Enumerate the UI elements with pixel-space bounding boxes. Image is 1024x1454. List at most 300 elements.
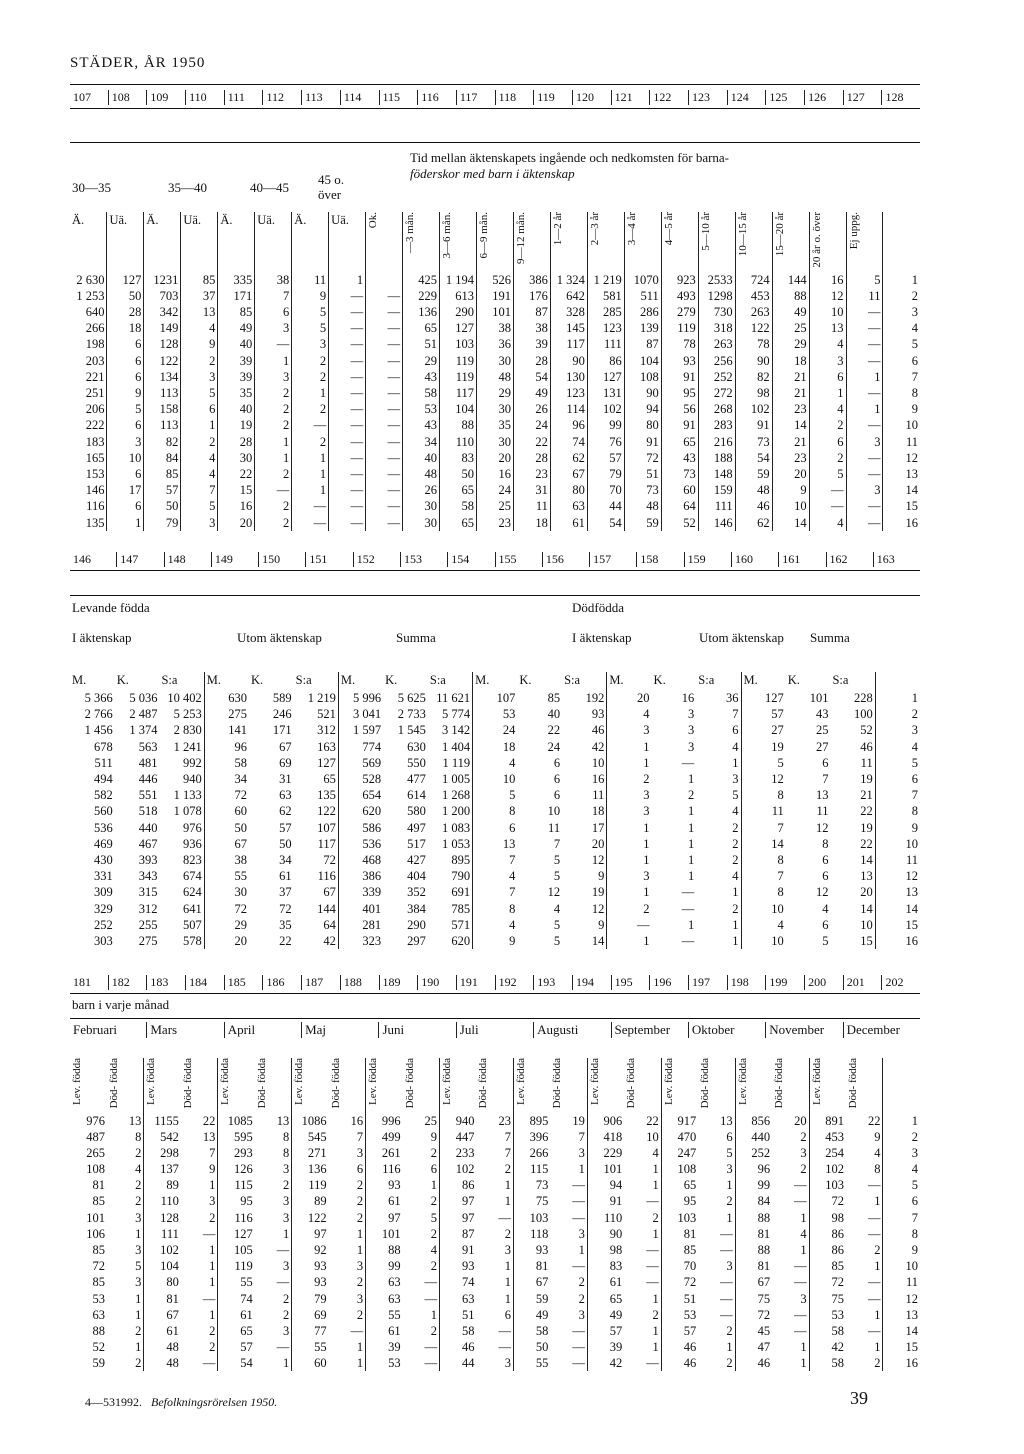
table-cell: 86 bbox=[587, 353, 624, 369]
column-label bbox=[218, 212, 255, 272]
table-cell: 171 bbox=[272, 723, 292, 738]
table-cell: 134 bbox=[144, 369, 181, 385]
table-cell: 14 bbox=[772, 417, 809, 433]
table-cell: 106 bbox=[86, 1226, 105, 1241]
table-cell: 2 bbox=[329, 1307, 366, 1323]
column-label bbox=[661, 212, 698, 272]
table-row bbox=[70, 450, 920, 466]
column-label-text: 5—10 år bbox=[699, 212, 712, 251]
table-cell: 123 bbox=[587, 320, 624, 336]
column-label bbox=[218, 1058, 255, 1112]
table-cell: 2 bbox=[255, 514, 292, 530]
table-cell: 58 bbox=[234, 755, 247, 770]
table-cell: — bbox=[809, 498, 846, 514]
table-cell: 22 bbox=[279, 933, 292, 948]
table-row bbox=[70, 1210, 920, 1226]
table-cell: 165 bbox=[70, 450, 107, 466]
column-label-text: M. bbox=[609, 673, 624, 687]
column-number: 126 bbox=[804, 90, 843, 105]
table-cell: 20 bbox=[562, 836, 607, 852]
table-cell: 93 bbox=[461, 1259, 475, 1274]
column-label-text: 6—9 mån. bbox=[477, 212, 490, 259]
table-cell: 48 bbox=[476, 369, 513, 385]
table-cell: 401 bbox=[362, 901, 382, 916]
table-cell: 560 bbox=[93, 804, 113, 819]
table-cell: 3 bbox=[476, 1355, 513, 1371]
table-cell: 20 bbox=[830, 884, 875, 900]
row-number: 10 bbox=[905, 418, 918, 433]
table-cell: 42 bbox=[562, 739, 607, 755]
table-row bbox=[70, 514, 920, 530]
table-cell: 5 bbox=[181, 385, 218, 401]
table-cell: 46 bbox=[683, 1340, 697, 1355]
table-cell: 589 bbox=[272, 691, 292, 706]
table-cell: 117 bbox=[294, 836, 339, 852]
row-number: 12 bbox=[905, 450, 918, 465]
table-cell: 551 bbox=[138, 788, 158, 803]
table-cell: 6 bbox=[476, 1307, 513, 1323]
table-cell: 440 bbox=[751, 1129, 771, 1144]
column-label-text: Död- födda bbox=[625, 1058, 638, 1109]
table-cell: 115 bbox=[530, 1162, 549, 1177]
table-cell: 5 bbox=[698, 1145, 735, 1161]
table-cell: — bbox=[403, 1290, 440, 1306]
table-cell: 290 bbox=[440, 304, 477, 320]
rule bbox=[70, 1018, 920, 1019]
column-label bbox=[550, 1058, 587, 1112]
table-cell: 206 bbox=[70, 401, 107, 417]
table-cell: 79 bbox=[587, 466, 624, 482]
month-caption: barn i varje månad bbox=[72, 997, 170, 1012]
table-cell: — bbox=[366, 336, 403, 352]
table-cell: 703 bbox=[144, 288, 181, 304]
table-cell: 116 bbox=[234, 1210, 253, 1225]
table-cell: 1 bbox=[698, 1210, 735, 1226]
table-cell: 2 bbox=[255, 417, 292, 433]
table-cell: — bbox=[846, 417, 883, 433]
table-cell bbox=[366, 272, 403, 288]
table-cell: 103 bbox=[825, 1178, 845, 1193]
table-cell: 4 bbox=[403, 1242, 440, 1258]
table-cell: 2 bbox=[107, 1177, 144, 1193]
table-cell: 261 bbox=[381, 1145, 401, 1160]
column-number: 194 bbox=[572, 975, 611, 990]
table-cell: 88 bbox=[757, 1210, 771, 1225]
table-cell: 8 bbox=[846, 1161, 883, 1177]
table-cell: 1 bbox=[772, 1355, 809, 1371]
table-cell: 108 bbox=[677, 1162, 697, 1177]
table-cell: — bbox=[403, 1339, 440, 1355]
table-cell: 19 bbox=[550, 1112, 587, 1128]
table-cell: — bbox=[329, 1323, 366, 1339]
table-cell: — bbox=[329, 304, 366, 320]
table-cell: 2 bbox=[255, 498, 292, 514]
table-cell: 7 bbox=[696, 706, 741, 722]
table-cell: 27 bbox=[771, 723, 784, 738]
column-label-text: M. bbox=[72, 673, 87, 687]
table-cell: 70 bbox=[683, 1259, 697, 1274]
row-number: 12 bbox=[905, 1291, 918, 1306]
table-cell: 6 bbox=[698, 1129, 735, 1145]
table-cell: — bbox=[476, 1339, 513, 1355]
table-cell: 3 bbox=[846, 433, 883, 449]
table-cell: 1 545 bbox=[397, 723, 426, 738]
table-cell: 128 bbox=[144, 336, 181, 352]
rule bbox=[70, 108, 920, 109]
table-cell: 48 bbox=[166, 1356, 179, 1371]
table-cell: 1 bbox=[181, 1274, 218, 1290]
table-cell: 16 bbox=[329, 1112, 366, 1128]
table-cell: 53 bbox=[683, 1307, 697, 1322]
table-cell: 17 bbox=[562, 820, 607, 836]
table-cell: 5 bbox=[553, 917, 561, 932]
table-cell: 247 bbox=[677, 1145, 697, 1160]
table-row bbox=[70, 690, 920, 706]
table-cell: 263 bbox=[698, 336, 735, 352]
table-cell: 6 bbox=[403, 1161, 440, 1177]
table-cell: 440 bbox=[138, 820, 158, 835]
column-number: 193 bbox=[533, 975, 572, 990]
table-cell: 39 bbox=[218, 353, 255, 369]
column-number: 123 bbox=[688, 90, 727, 105]
table-cell: 1 bbox=[846, 369, 883, 385]
table-cell: 78 bbox=[735, 336, 772, 352]
table-cell: 11 bbox=[548, 820, 561, 835]
column-label-text: Ä. bbox=[220, 213, 233, 227]
table-cell: 54 bbox=[240, 1356, 253, 1371]
column-label bbox=[513, 212, 550, 272]
table-cell: 785 bbox=[428, 900, 473, 916]
table-cell: 9 bbox=[403, 1129, 440, 1145]
table-cell: 1 bbox=[772, 1339, 809, 1355]
column-number: 146 bbox=[73, 552, 91, 566]
table-cell: 279 bbox=[661, 304, 698, 320]
table-cell: 2 bbox=[329, 1274, 366, 1290]
table-cell: 3 142 bbox=[428, 722, 473, 738]
column-label bbox=[883, 212, 920, 272]
table-cell: 1 bbox=[698, 1339, 735, 1355]
row-number: 7 bbox=[911, 788, 918, 803]
rule bbox=[70, 595, 920, 596]
table-cell: 90 bbox=[735, 353, 772, 369]
table-cell: 135 bbox=[294, 787, 339, 803]
table-cell: 2 bbox=[255, 401, 292, 417]
column-number: 107 bbox=[73, 90, 91, 104]
table-cell: 38 bbox=[234, 852, 247, 867]
table-cell: 31 bbox=[513, 482, 550, 498]
table-cell: 119 bbox=[440, 369, 477, 385]
column-number: 183 bbox=[146, 975, 185, 990]
table-row bbox=[70, 852, 920, 868]
table-cell: 123 bbox=[550, 385, 587, 401]
table-cell: — bbox=[366, 353, 403, 369]
table-cell: — bbox=[329, 498, 366, 514]
table-cell: 2 bbox=[476, 1226, 513, 1242]
table-cell: 19 bbox=[830, 820, 875, 836]
table-cell: 5 bbox=[553, 869, 561, 884]
column-number: 152 bbox=[353, 552, 400, 567]
table-cell: 1 bbox=[624, 1161, 661, 1177]
table-cell: 126 bbox=[234, 1162, 253, 1177]
column-label bbox=[476, 1058, 513, 1112]
table-cell: 61 bbox=[609, 1275, 623, 1290]
table-cell: 691 bbox=[428, 884, 473, 900]
group-35-40: 35—40 bbox=[168, 180, 207, 195]
table-cell: 1 bbox=[846, 1339, 883, 1355]
table-cell: 3 bbox=[181, 369, 218, 385]
table-cell: 107 bbox=[294, 820, 339, 836]
table-cell: 1 bbox=[688, 836, 695, 851]
table-cell: 30 bbox=[403, 498, 440, 514]
table-cell: 678 bbox=[93, 739, 113, 754]
table-cell: 1 053 bbox=[428, 836, 473, 852]
row-number: 3 bbox=[911, 723, 918, 738]
table-cell: 3 bbox=[255, 369, 292, 385]
table-cell: 5 bbox=[107, 401, 144, 417]
column-number: 109 bbox=[146, 90, 185, 105]
table-cell: 73 bbox=[624, 482, 661, 498]
table-cell: 63 bbox=[388, 1275, 401, 1290]
column-label-text: Lev. födda bbox=[293, 1058, 306, 1105]
table-cell: 1 bbox=[329, 1339, 366, 1355]
table-cell: 61 bbox=[240, 1307, 253, 1322]
table-cell: 28 bbox=[513, 353, 550, 369]
column-label bbox=[624, 1058, 661, 1112]
table-cell: 8 bbox=[107, 1129, 144, 1145]
table-cell: 116 bbox=[382, 1162, 401, 1177]
table-cell: 111 bbox=[698, 498, 735, 514]
table-cell: 46 bbox=[735, 498, 772, 514]
table-cell: 640 bbox=[70, 304, 107, 320]
column-label-text: Död- födda bbox=[107, 1058, 120, 1109]
table-cell: 940 bbox=[455, 1113, 475, 1128]
table-cell: 102 bbox=[455, 1162, 475, 1177]
table-cell: — bbox=[624, 1242, 661, 1258]
table-cell: 28 bbox=[218, 433, 255, 449]
table-cell: 93 bbox=[661, 353, 698, 369]
table-cell: 222 bbox=[70, 417, 107, 433]
table-cell: 91 bbox=[624, 433, 661, 449]
table-cell: — bbox=[366, 498, 403, 514]
table-cell: 1 133 bbox=[159, 787, 204, 803]
month-header: Februari bbox=[73, 1022, 118, 1037]
table-cell: 58 bbox=[535, 1323, 549, 1338]
table-cell: 29 bbox=[772, 336, 809, 352]
table-cell: 99 bbox=[757, 1178, 771, 1193]
table-cell: 2 bbox=[403, 1193, 440, 1209]
column-number: 199 bbox=[765, 975, 804, 990]
table-cell: 1 bbox=[688, 869, 695, 884]
table-cell: 1 bbox=[696, 755, 741, 771]
column-number: 158 bbox=[636, 552, 683, 567]
table-cell: 9 bbox=[509, 933, 516, 948]
table-cell: 1 bbox=[688, 820, 695, 835]
table-cell: 10 bbox=[809, 304, 846, 320]
table-cell: 63 bbox=[279, 788, 292, 803]
table-cell: 96 bbox=[234, 739, 247, 754]
table-cell: 339 bbox=[362, 885, 382, 900]
table-cell: — bbox=[329, 353, 366, 369]
table-cell: 470 bbox=[677, 1129, 697, 1144]
column-label-text: Ä. bbox=[294, 213, 307, 227]
running-head: STÄDER, ÅR 1950 bbox=[70, 55, 206, 71]
table-cell: — bbox=[255, 1274, 292, 1290]
table-row bbox=[70, 1242, 920, 1258]
column-label-text: Lev. födda bbox=[588, 1058, 601, 1105]
table-cell: 1 078 bbox=[159, 803, 204, 819]
table-cell: 5 625 bbox=[397, 691, 426, 706]
table-cell: 8 bbox=[509, 901, 516, 916]
table-cell: 1 241 bbox=[159, 739, 204, 755]
table-cell: 1 374 bbox=[129, 723, 158, 738]
column-number: 184 bbox=[185, 975, 224, 990]
table-cell: — bbox=[550, 1339, 587, 1355]
table-cell: 2 bbox=[550, 1274, 587, 1290]
column-number: 181 bbox=[73, 975, 91, 989]
table-cell: 47 bbox=[757, 1340, 771, 1355]
table-cell: 4 bbox=[181, 320, 218, 336]
i-aktenskap-label: I äktenskap bbox=[72, 630, 132, 645]
table-cell: 188 bbox=[698, 450, 735, 466]
column-label-text: M. bbox=[475, 673, 490, 687]
table-cell: 917 bbox=[677, 1113, 697, 1128]
table-cell: 342 bbox=[144, 304, 181, 320]
table-cell: 38 bbox=[476, 320, 513, 336]
table-cell: 6 bbox=[107, 336, 144, 352]
row-number: 10 bbox=[905, 1259, 918, 1274]
table-cell: 2 bbox=[772, 1161, 809, 1177]
table-cell: — bbox=[255, 482, 292, 498]
table-cell: 30 bbox=[476, 353, 513, 369]
table-cell: 102 bbox=[735, 401, 772, 417]
table-cell: 56 bbox=[661, 401, 698, 417]
column-number: 128 bbox=[881, 90, 920, 105]
table-cell: 1 456 bbox=[84, 723, 113, 738]
table-cell: 891 bbox=[825, 1113, 845, 1128]
table-cell: 5 036 bbox=[129, 691, 158, 706]
table-cell: 3 bbox=[688, 739, 695, 754]
month-header: Augusti bbox=[533, 1022, 610, 1038]
table-cell: 386 bbox=[513, 272, 550, 288]
column-number: 190 bbox=[417, 975, 456, 990]
table-cell: 65 bbox=[683, 1178, 697, 1193]
table-cell: 51 bbox=[624, 466, 661, 482]
table-cell: 1 bbox=[688, 804, 695, 819]
column-label-text: Uä. bbox=[331, 213, 349, 227]
column-label bbox=[70, 672, 115, 690]
table-cell: 61 bbox=[279, 869, 292, 884]
table-row bbox=[70, 482, 920, 498]
table-cell: 1 bbox=[292, 450, 329, 466]
table-cell: 1070 bbox=[624, 272, 661, 288]
top-column-numbers bbox=[70, 90, 920, 105]
table-cell: 67 bbox=[294, 884, 339, 900]
table-cell: 4 bbox=[696, 868, 741, 884]
table-cell: 641 bbox=[159, 900, 204, 916]
table-cell: 221 bbox=[70, 369, 107, 385]
table-cell: 13 bbox=[698, 1112, 735, 1128]
table-cell: 3 bbox=[772, 1290, 809, 1306]
column-number: 150 bbox=[258, 552, 305, 567]
table-cell: 2 bbox=[696, 852, 741, 868]
table-cell: 5 bbox=[292, 304, 329, 320]
table-cell: 65 bbox=[661, 433, 698, 449]
table-cell: — bbox=[846, 1177, 883, 1193]
table-cell: — bbox=[624, 1274, 661, 1290]
table-cell: 57 bbox=[587, 450, 624, 466]
table-cell: 10 bbox=[547, 804, 561, 819]
table-cell: 6 bbox=[696, 722, 741, 738]
table-cell: 88 bbox=[440, 417, 477, 433]
table-cell: — bbox=[366, 482, 403, 498]
column-number: 117 bbox=[456, 90, 495, 105]
table-cell: 74 bbox=[461, 1275, 475, 1290]
table-cell: 1 bbox=[846, 401, 883, 417]
table-cell: 53 bbox=[502, 707, 516, 722]
column-label-text: Ä. bbox=[72, 213, 85, 227]
table-cell: — bbox=[681, 885, 695, 900]
column-label bbox=[440, 212, 477, 272]
table-cell: 113 bbox=[144, 385, 181, 401]
column-label-text: K. bbox=[250, 673, 264, 687]
table-cell: — bbox=[772, 1307, 809, 1323]
row-number: 15 bbox=[905, 917, 918, 932]
table-cell: 75 bbox=[831, 1291, 845, 1306]
table-cell: 46 bbox=[683, 1356, 697, 1371]
table-cell: 940 bbox=[159, 771, 204, 787]
summa-label-dod: Summa bbox=[810, 630, 850, 645]
table-cell: 2 bbox=[809, 450, 846, 466]
table-cell: 8 bbox=[777, 852, 784, 867]
table-cell: 110 bbox=[440, 433, 477, 449]
column-number: 148 bbox=[164, 552, 211, 567]
table-cell: 13 bbox=[809, 320, 846, 336]
table-cell: 37 bbox=[181, 288, 218, 304]
table-cell: 122 bbox=[735, 320, 772, 336]
table-cell: 46 bbox=[757, 1356, 771, 1371]
table-cell: 1 bbox=[476, 1177, 513, 1193]
row-number: 4 bbox=[911, 739, 918, 754]
table-cell: 4 bbox=[181, 466, 218, 482]
table-cell: 93 bbox=[388, 1178, 401, 1193]
bottom-column-numbers-2 bbox=[70, 975, 920, 990]
column-number: 195 bbox=[611, 975, 650, 990]
table-cell: 12 bbox=[547, 885, 561, 900]
table-cell: 80 bbox=[550, 482, 587, 498]
column-label bbox=[403, 1058, 440, 1112]
table-row bbox=[70, 1129, 920, 1145]
column-label-text: 2—3 år bbox=[588, 212, 601, 246]
table-cell: 55 bbox=[535, 1356, 549, 1371]
table-row bbox=[70, 820, 920, 836]
column-label bbox=[338, 672, 383, 690]
table-cell: 72 bbox=[624, 450, 661, 466]
table-block1 bbox=[70, 212, 920, 531]
table-cell: — bbox=[403, 1274, 440, 1290]
table-cell: 25 bbox=[403, 1112, 440, 1128]
table-cell: 19 bbox=[771, 739, 784, 754]
table-cell: — bbox=[366, 401, 403, 417]
table-cell: 823 bbox=[159, 852, 204, 868]
table-cell: 16 bbox=[562, 771, 607, 787]
table-cell: 1 bbox=[772, 1242, 809, 1258]
table-cell: 895 bbox=[529, 1113, 549, 1128]
table-cell: 84 bbox=[757, 1194, 771, 1209]
table-cell: 1 bbox=[476, 1193, 513, 1209]
table-cell: 54 bbox=[587, 514, 624, 530]
page-number: 39 bbox=[850, 1388, 868, 1408]
table-cell: 6 bbox=[107, 466, 144, 482]
